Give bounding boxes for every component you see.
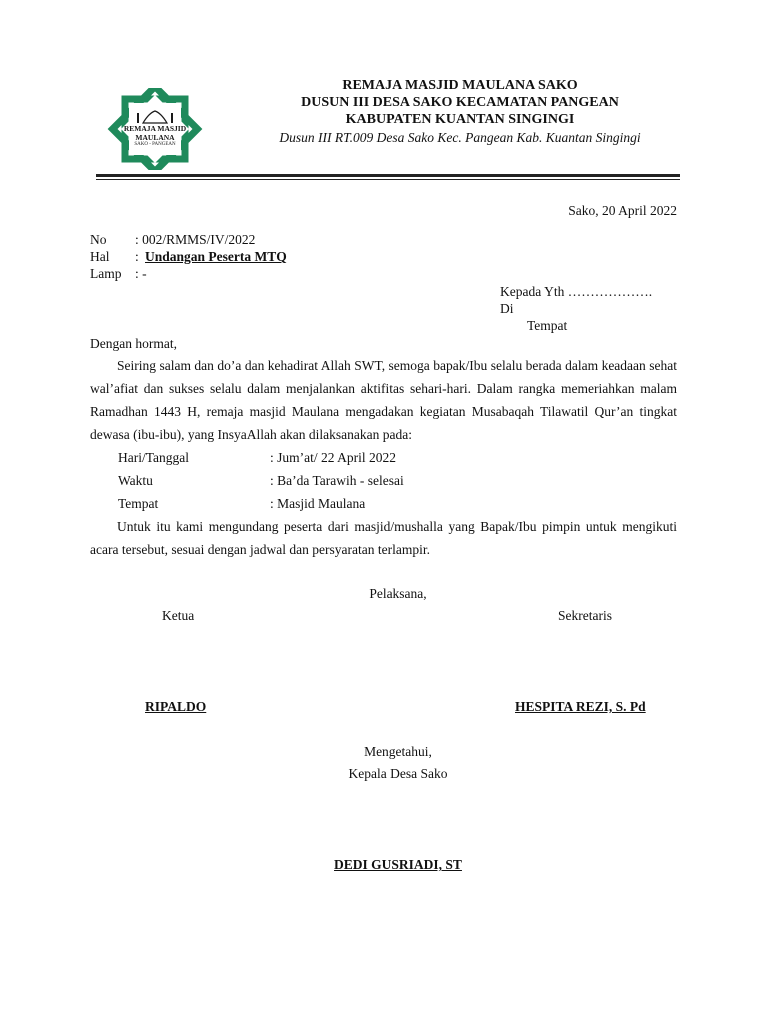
letterhead-divider [96, 174, 680, 177]
recipient-line1: Kepada Yth ………………. [500, 284, 653, 299]
meta-lamp-label: Lamp [90, 266, 122, 281]
recipient-line3: Tempat [527, 318, 568, 333]
detail-place-value: : Masjid Maulana [270, 496, 366, 511]
detail-date-value: : Jum’at/ 22 April 2022 [270, 450, 396, 465]
letterhead-divider-thin [96, 179, 680, 180]
signature-ketua-title: Ketua [162, 608, 195, 623]
signature-sekretaris-title: Sekretaris [558, 608, 612, 623]
detail-time-value: : Ba’da Tarawih - selesai [270, 473, 404, 488]
body-paragraph-2-text: Untuk itu kami mengundang peserta dari masjid/mushalla yang Bapak/Ibu pimpin untuk mengikuti acara tersebut, sesuai dengan jadwal dan persyaratan terlampir. [90, 519, 677, 557]
salutation: Dengan hormat, [90, 336, 177, 351]
detail-time-label: Waktu [118, 473, 153, 488]
letterhead-org-name: REMAJA MASJID MAULANA SAKO [342, 78, 578, 93]
signature-pelaksana: Pelaksana, [369, 586, 427, 601]
letter-date: Sako, 20 April 2022 [568, 203, 677, 218]
recipient-line2: Di [500, 301, 514, 316]
body-paragraph-2 [90, 515, 677, 561]
meta-no-label: No [90, 232, 107, 247]
body-paragraph-1-text: Seiring salam dan do’a dan kehadirat Allah SWT, semoga bapak/Ibu selalu berada dalam keadaan sehat wal’afiat dan sukses selalu dalam menjalankan aktifitas sehari-hari. Dalam rangka memeriahkan malam Ramadhan 1443 H, remaja masjid Maulana mengadakan kegiatan Musabaqah Tilawatil Qur’an tingkat dewasa (ibu-ibu), yang InsyaAllah akan dilaksanakan pada: [90, 358, 677, 442]
letterhead-regency: KABUPATEN KUANTAN SINGINGI [345, 112, 575, 127]
signature-kepala-name: DEDI GUSRIADI, ST [334, 857, 462, 872]
meta-hal-label: Hal [90, 249, 110, 264]
signature-sekretaris-name: HESPITA REZI, S. Pd [515, 699, 646, 714]
organization-logo [100, 88, 210, 170]
meta-lamp-value: : - [135, 266, 147, 281]
meta-hal-value: Undangan Peserta MTQ [145, 249, 287, 264]
signature-mengetahui: Mengetahui, [364, 744, 432, 759]
letterhead-village: DUSUN III DESA SAKO KECAMATAN PANGEAN [301, 95, 619, 110]
meta-no-value: : 002/RMMS/IV/2022 [135, 232, 256, 247]
meta-hal-colon: : [135, 249, 143, 264]
body-paragraph-1 [90, 354, 677, 446]
logo-text-line1: REMAJA MASJID [123, 124, 187, 133]
logo-text-line3: SAKO - PANGEAN [134, 142, 176, 147]
detail-date-label: Hari/Tanggal [118, 450, 190, 465]
letterhead-address: Dusun III RT.009 Desa Sako Kec. Pangean Kab. Kuantan Singingi [279, 130, 641, 145]
logo-text-line2: MAULANA [135, 133, 175, 142]
signature-kepala-title: Kepala Desa Sako [348, 766, 448, 781]
detail-place-label: Tempat [118, 496, 159, 511]
signature-ketua-name: RIPALDO [145, 699, 207, 714]
